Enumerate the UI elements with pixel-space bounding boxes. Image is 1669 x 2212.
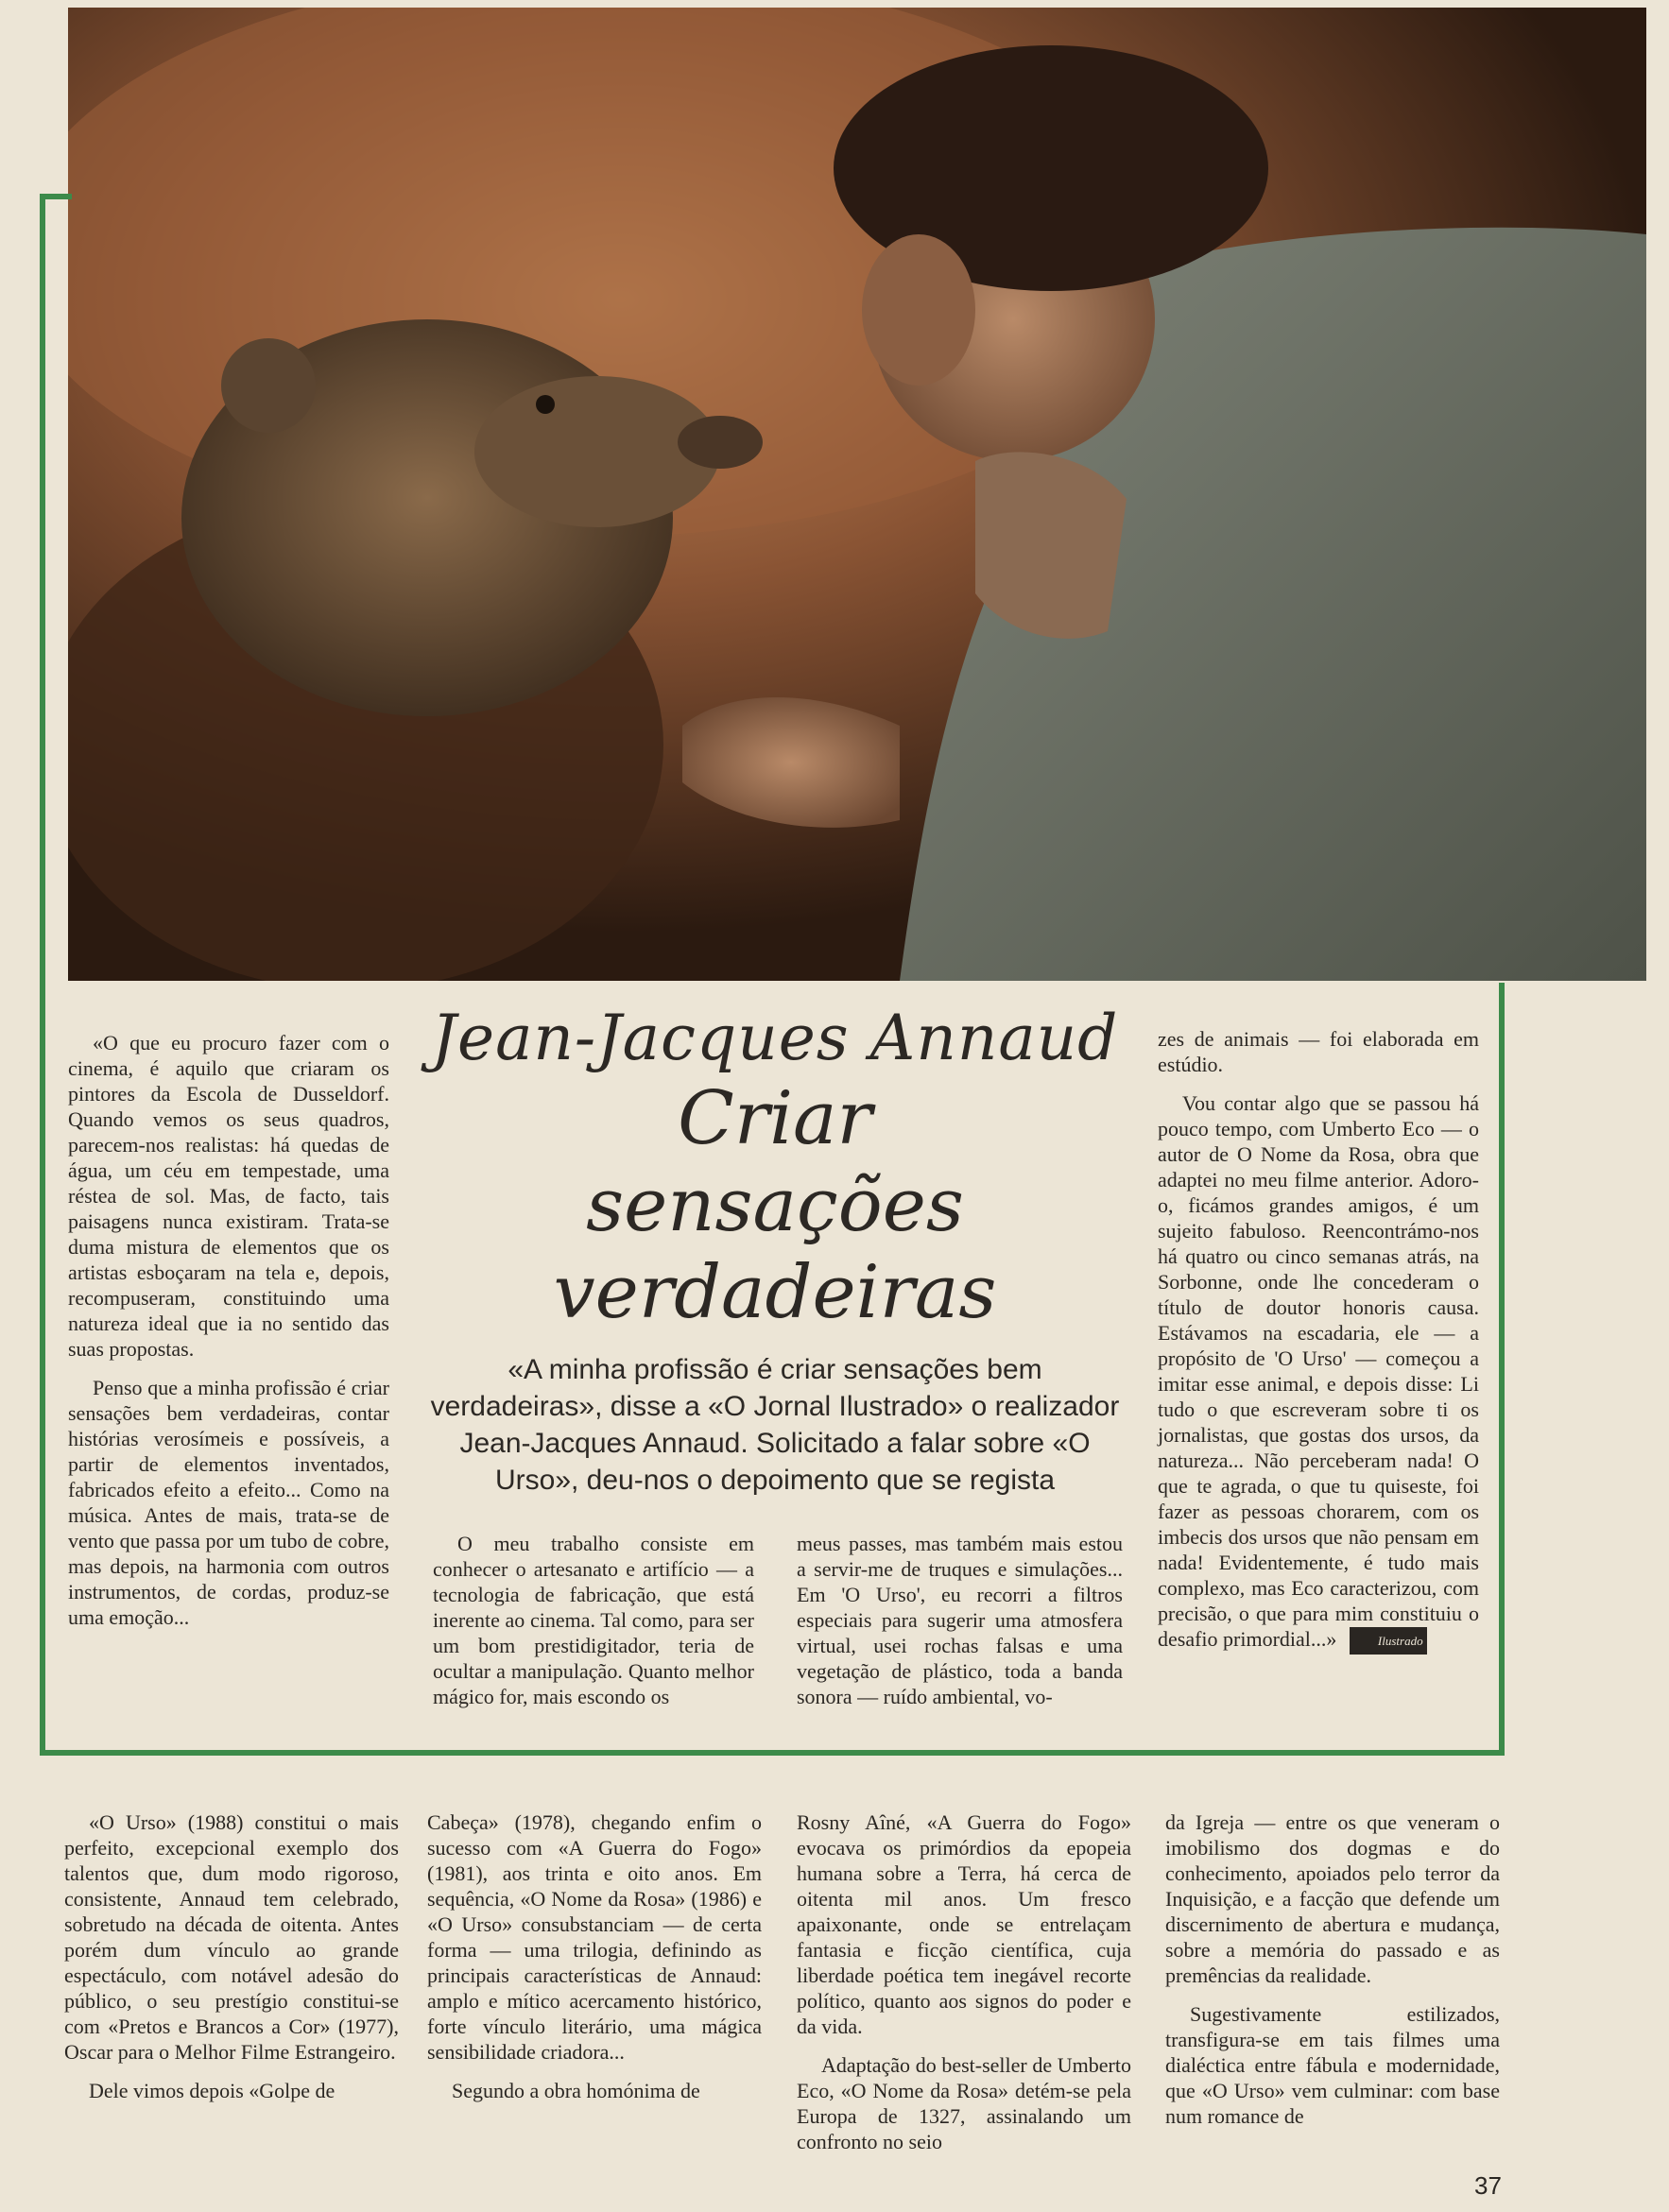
frame-bottom-rule [40,1750,1505,1756]
paragraph: zes de animais — foi elaborada em estúdio. [1158,1027,1479,1076]
frame-right-rule [1499,983,1505,1753]
headline-line-3: verdadeiras [553,1250,997,1335]
bear-and-man-photo [68,8,1646,981]
frame-left-rule [40,194,45,1753]
paragraph: Adaptação do best-seller de Umberto Eco, «O Nome da Rosa» detém-se pela Europa de 1327, assinalando um confronto no seio [797,2053,1131,2153]
headline-name: Jean-Jacques Annaud [431,1002,1119,1074]
paragraph-text: Vou contar algo que se passou há pouco tempo, com Umberto Eco — o autor de O Nome da Rosa, obra que adaptei no meu filme anterior. Adoro-o, ficámos grandes amigos, é um sujeito fabuloso. Reencontrámo-nos há quatro ou cinco semanas atrás, na Sorbonne, onde lhe concederam o título de doutor honoris causa. Estávamos na escadaria, ele — a propósito de 'O Urso' — começou a imitar esse animal, e depois disse: Li tudo o que escreveram sobre ti os jornalistas, que gostas dos ursos, da natureza... Não perceberam nada! O que te agrada, o que tu quiseste, foi fazer as pessoas chorarem, com os imbecis dos ursos que não pensam em nada! Evidentemente, é tudo mais complexo, mas Eco caracterizou, com precisão, o que para mim constituiu o desafio primordial...» [1158,1091,1479,1651]
box-column-left [68,1030,389,1643]
bottom-column-4 [1165,1809,1500,2142]
magazine-logo: Ilustrado [1350,1627,1427,1655]
page-number: 37 [1474,2171,1502,2200]
bottom-column-3 [797,1809,1131,2168]
paragraph: «O que eu procuro fazer com o cinema, é aquilo que criaram os pintores da Escola de Dusseldorf. Quando vemos os seus quadros, parecem-nos realistas: há quedas de água, um céu em tempestade, uma réstea de sol. Mas, de facto, tais paisagens nunca existiram. Trata-se duma mistura de elementos que os artistas esboçaram na tela e, depois, recompuseram, constituindo uma natureza ideal que ia no sentido das suas propostas. [68,1031,389,1361]
box-column-mid-2 [797,1531,1123,1723]
paragraph: «O Urso» (1988) constitui o mais perfeito, excepcional exemplo dos talentos que, dum modo rigoroso, consistente, Annaud tem celebrado, sobretudo na década de oitenta. Antes porém dum vínculo ao grande espectáculo, com notável adesão do público, o seu prestígio constitui-se com «Pretos e Brancos a Cor» (1977), Oscar para o Melhor Filme Estrangeiro. [64,1810,399,2064]
photo-illustration [68,8,1646,981]
paragraph: Rosny Aîné, «A Guerra do Fogo» evocava os primórdios da epopeia humana sobre a Terra, há cerca de oitenta mil anos. Um fresco apaixonante, onde se entrelaçam fantasia e ficção científica, cuja liberdade poética tem inegável recorte político, quanto aos signos do poder e da vida. [797,1810,1131,2038]
frame-top-rule [40,194,72,199]
headline-line-2: sensações [586,1163,964,1248]
bottom-column-2 [427,1809,762,2117]
paragraph [1158,1090,1479,1655]
bottom-column-1 [64,1809,399,2117]
paragraph: Segundo a obra homónima de [452,2079,700,2102]
paragraph: Sugestivamente estilizados, transfigura-se em tais filmes uma dialéctica entre fábula e modernidade, que «O Urso» vem culminar: com base num romance de [1165,2002,1500,2128]
box-column-right [1158,1026,1479,1655]
paragraph: Penso que a minha profissão é criar sensações bem verdadeiras, contar histórias verosímeis e possíveis, a partir de elementos inventados, fabricados efeito a efeito... Como na música. Antes de mais, trata-se de vento que passa por um tubo de cobre, mas depois, na harmonia com outros instrumentos, de cordas, produz-se uma emoção... [68,1376,389,1629]
paragraph: Dele vimos depois «Golpe de [89,2079,336,2102]
headline [416,1002,1134,1336]
paragraph: O meu trabalho consiste em conhecer o artesanato e artifício — a tecnologia de fabricação, que está inerente ao cinema. Tal como, para ser um bom prestidigitador, teria de ocultar a manipulação. Quanto melhor mágico for, mais escondo os [433,1532,754,1708]
paragraph: meus passes, mas também mais estou a servir-me de truques e simulações... Em 'O Urso', eu recorri a filtros especiais para sugerir uma atmosfera virtual, usei rochas falsas e uma vegetação de plástico, toda a banda sonora — ruído ambiental, vo- [797,1532,1123,1708]
paragraph: Cabeça» (1978), chegando enfim o sucesso com «A Guerra do Fogo» (1981), aos trinta e oito anos. Em sequência, «O Nome da Rosa» (1986) e «O Urso» consubstanciam — de certa forma — uma trilogia, definindo as principais características de Annaud: amplo e mítico acercamento histórico, forte vínculo literário, uma mágica sensibilidade criadora... [427,1810,762,2064]
headline-line-1: Criar [678,1076,872,1161]
box-column-mid-1 [433,1531,754,1723]
lede: «A minha profissão é criar sensações bem verdadeiras», disse a «O Jornal Ilustrado» o realizador Jean-Jacques Annaud. Solicitado a falar sobre «O Urso», deu-nos o depoimento que se regista [430,1354,1120,1496]
paragraph: da Igreja — entre os que veneram o imobilismo dos dogmas e do conhecimento, apoiados pelo terror da Inquisição, e a facção que defende um discernimento de abertura e mudança, sobre a memória do passado e as premências da realidade. [1165,1810,1500,1987]
